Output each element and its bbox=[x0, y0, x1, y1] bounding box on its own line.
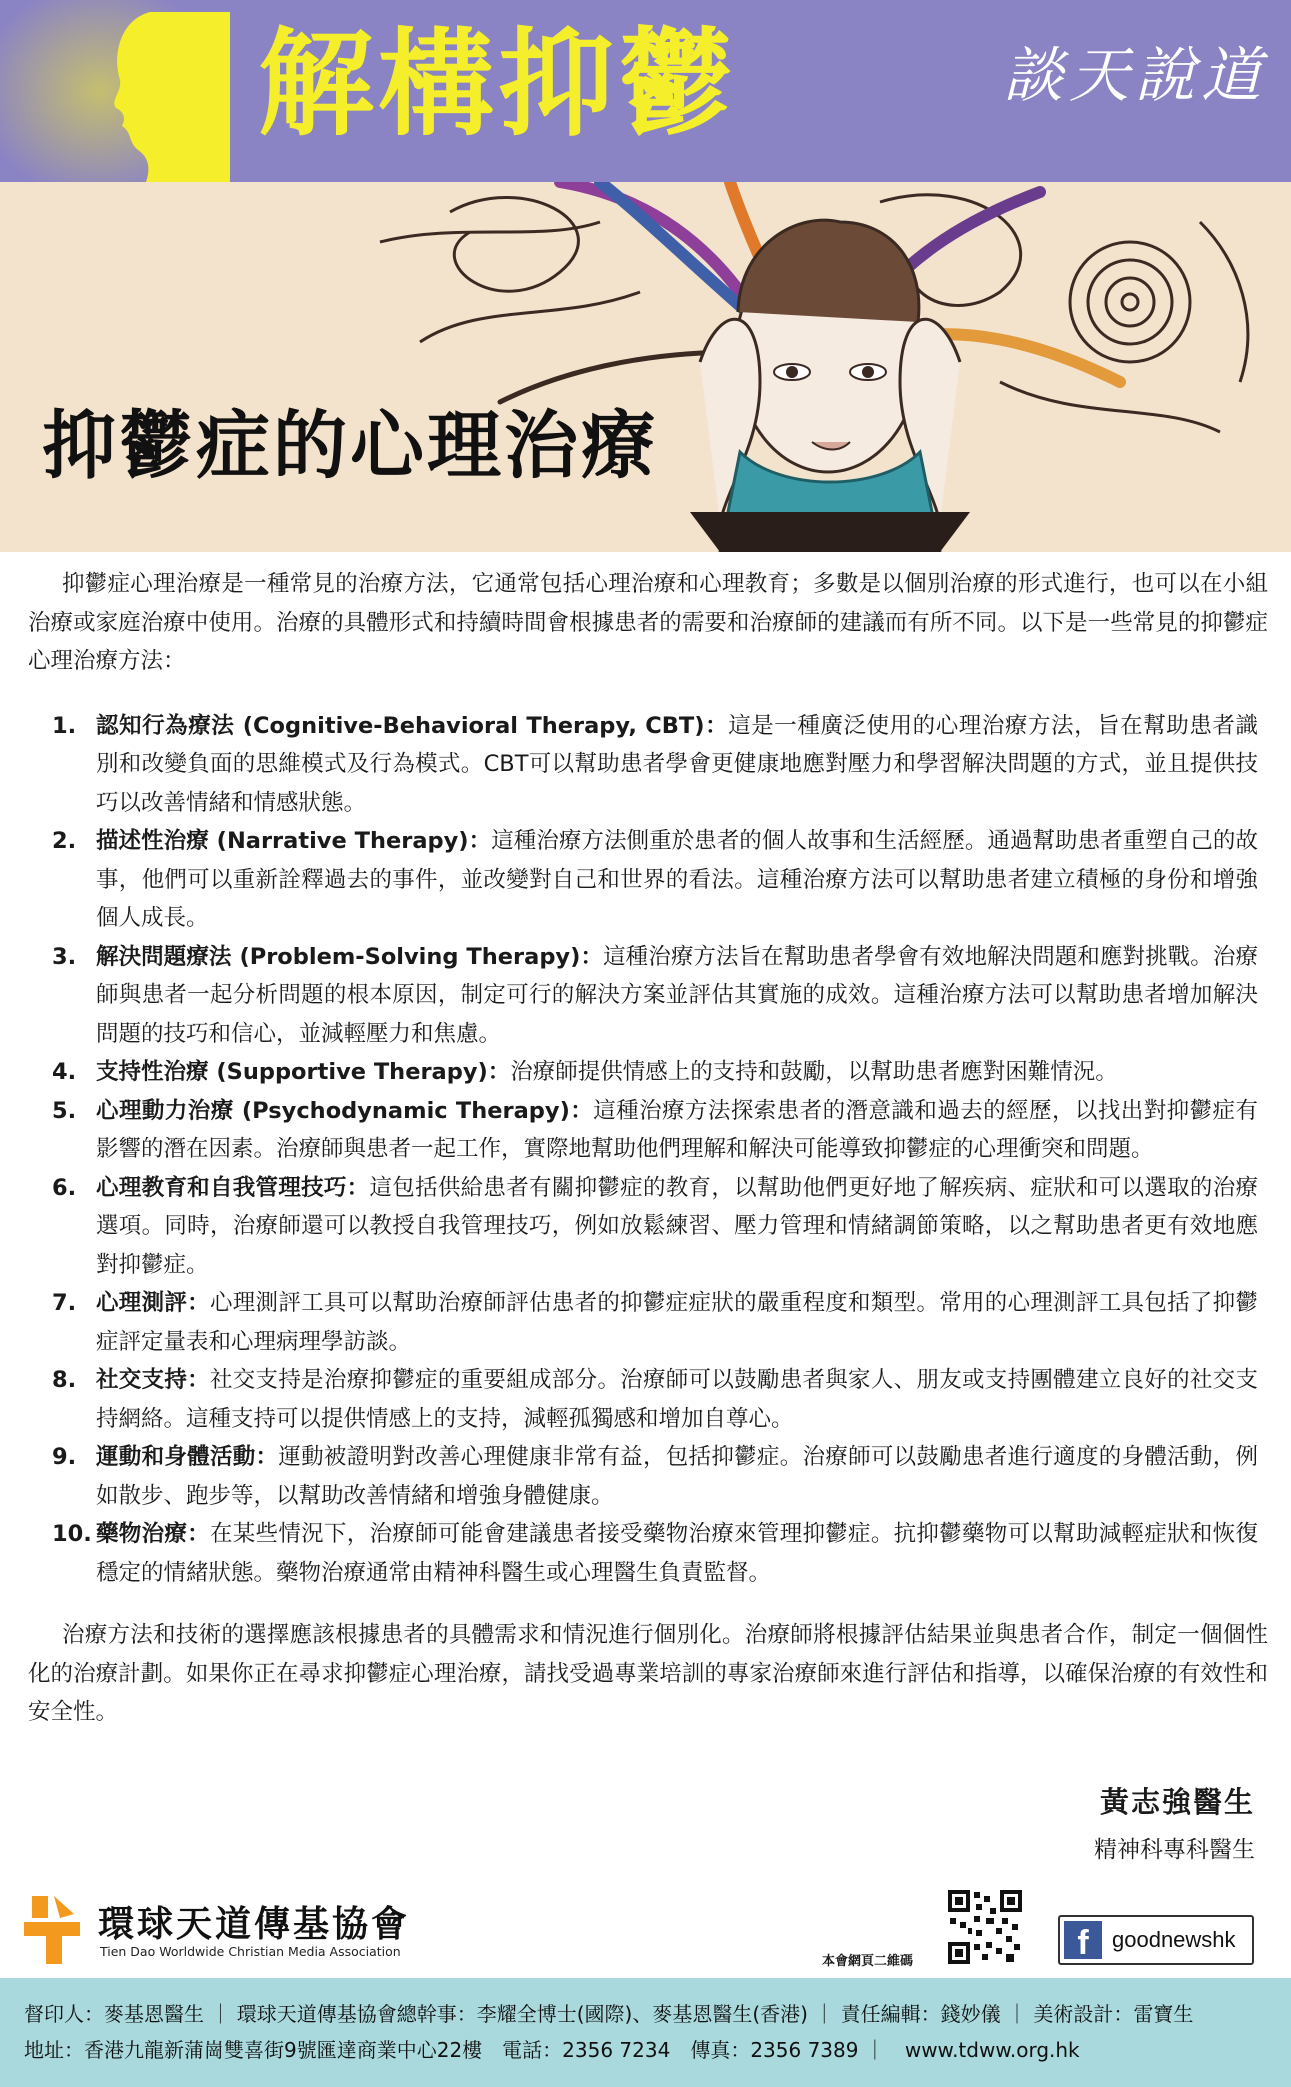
list-item bbox=[28, 707, 1268, 823]
item-number: 8. bbox=[52, 1367, 77, 1393]
item-text: 治療師提供情感上的支持和鼓勵，以幫助患者應對困難情況。 bbox=[510, 1059, 1118, 1085]
qr-caption: 本會網頁二維碼 bbox=[822, 1954, 914, 1969]
item-number: 1. bbox=[52, 712, 77, 739]
author-name: 黃志強醫生 bbox=[1099, 1785, 1255, 1819]
item-text: 這包括供給患者有關抑鬱症的教育，以幫助他們更好地了解疾病、症狀和可以選取的治療選項。同時，治療師還可以教授自我管理技巧，例如放鬆練習、壓力管理和情緒調節策略，以之幫助患者更有效地應對抑鬱症。 bbox=[96, 1174, 1258, 1278]
item-term: 心理動力治療 (Psychodynamic Therapy)： bbox=[96, 1097, 594, 1124]
facebook-handle: goodnewshk bbox=[1112, 1927, 1236, 1952]
swirling-thoughts-illustration bbox=[0, 182, 1291, 552]
intro-paragraph: 抑鬱症心理治療是一種常見的治療方法，它通常包括心理治療和心理教育；多數是以個別治療的形式進行，也可以在小組治療或家庭治療中使用。治療的具體形式和持續時間會根據患者的需要和治療師的建議而有所不同。以下是一些常見的抑鬱症心理治療方法： bbox=[28, 571, 1268, 674]
organisation-logo bbox=[18, 1888, 438, 1968]
credits-line-address: 地址：香港九龍新蒲崗雙喜街9號匯達商業中心22樓 電話：2356 7234 傳真：2356 7389 ｜ www.tdww.org.hk bbox=[24, 2038, 1080, 2062]
item-text: 社交支持是治療抑鬱症的重要組成部分。治療師可以鼓勵患者與家人、朋友或支持團體建立良好的社交支持網絡。這種支持可以提供情感上的支持，減輕孤獨感和增加自尊心。 bbox=[96, 1367, 1258, 1432]
list-item bbox=[28, 1284, 1268, 1361]
item-text: 這是一種廣泛使用的心理治療方法，旨在幫助患者識別和改變負面的思維模式及行為模式。CBT可以幫助患者學會更健康地應對壓力和學習解決問題的方式，並且提供技巧以改善情緒和情感狀態。 bbox=[96, 712, 1258, 816]
org-name-en: Tien Dao Worldwide Christian Media Association bbox=[100, 1944, 401, 1959]
author-role: 精神科專科醫生 bbox=[1094, 1837, 1255, 1863]
item-term: 藥物治療： bbox=[96, 1521, 210, 1547]
item-number: 5. bbox=[52, 1097, 77, 1124]
list-item bbox=[28, 1169, 1268, 1285]
list-item bbox=[28, 1092, 1268, 1169]
facebook-link[interactable] bbox=[1058, 1915, 1254, 1965]
list-item bbox=[28, 938, 1268, 1054]
item-number: 4. bbox=[52, 1059, 77, 1085]
item-term: 心理教育和自我管理技巧： bbox=[96, 1174, 370, 1201]
item-text: 在某些情況下，治療師可能會建議患者接受藥物治療來管理抑鬱症。抗抑鬱藥物可以幫助減輕症狀和恢復穩定的情緒狀態。藥物治療通常由精神科醫生或心理醫生負責監督。 bbox=[96, 1521, 1258, 1586]
list-item bbox=[28, 1361, 1268, 1438]
header-band bbox=[0, 0, 1291, 182]
credits-line-staff: 督印人：麥基恩醫生 ｜ 環球天道傳基協會總幹事：李耀全博士(國際)、麥基恩醫生(香港) ｜ 責任編輯：錢妙儀 ｜ 美術設計：雷寶生 bbox=[24, 2002, 1194, 2026]
list-item bbox=[28, 822, 1268, 938]
org-logo-icon bbox=[18, 1892, 88, 1966]
item-text: 這種治療方法側重於患者的個人故事和生活經歷。通過幫助患者重塑自己的故事，他們可以重新詮釋過去的事件，並改變對自己和世界的看法。這種治療方法可以幫助患者建立積極的身份和增強個人成長。 bbox=[96, 828, 1258, 931]
series-title: 解構抑鬱 bbox=[258, 17, 738, 152]
column-name-logo: 談天說道 bbox=[1003, 41, 1267, 111]
article-title: 抑鬱症的心理治療 bbox=[42, 403, 658, 489]
item-text: 這種治療方法探索患者的潛意識和過去的經歷，以找出對抑鬱症有影響的潛在因素。治療師與患者一起工作，實際地幫助他們理解和解決可能導致抑鬱症的心理衝突和問題。 bbox=[96, 1097, 1258, 1162]
item-text: 心理測評工具可以幫助治療師評估患者的抑鬱症症狀的嚴重程度和類型。常用的心理測評工具包括了抑鬱症評定量表和心理病理學訪談。 bbox=[96, 1290, 1258, 1355]
item-number: 6. bbox=[52, 1174, 77, 1201]
qr-code-icon[interactable] bbox=[946, 1888, 1024, 1966]
facebook-icon: f bbox=[1064, 1921, 1102, 1959]
item-number: 9. bbox=[52, 1444, 77, 1470]
item-term: 解決問題療法 (Problem-Solving Therapy)： bbox=[96, 943, 604, 970]
item-term: 心理測評： bbox=[96, 1290, 210, 1316]
item-term: 社交支持： bbox=[96, 1367, 210, 1393]
item-number: 7. bbox=[52, 1290, 77, 1316]
yellow-face-silhouette-icon bbox=[0, 0, 260, 182]
author-block bbox=[1094, 1780, 1255, 1864]
list-item bbox=[28, 1438, 1268, 1515]
list-item bbox=[28, 1053, 1268, 1092]
method-list bbox=[28, 707, 1268, 1593]
item-number: 3. bbox=[52, 943, 77, 970]
item-term: 描述性治療 (Narrative Therapy)： bbox=[96, 828, 492, 854]
org-name-zh: 環球天道傳基協會 bbox=[98, 1904, 411, 1945]
item-term: 認知行為療法 (Cognitive-Behavioral Therapy, CBT)： bbox=[96, 712, 729, 739]
item-term: 支持性治療 (Supportive Therapy)： bbox=[96, 1059, 511, 1085]
list-item bbox=[28, 1515, 1268, 1592]
item-text: 這種治療方法旨在幫助患者學會有效地解決問題和應對挑戰。治療師與患者一起分析問題的根本原因，制定可行的解決方案並評估其實施的成效。這種治療方法可以幫助患者增加解決問題的技巧和信心，並減輕壓力和焦慮。 bbox=[96, 943, 1258, 1047]
item-text: 運動被證明對改善心理健康非常有益，包括抑鬱症。治療師可以鼓勵患者進行適度的身體活動，例如散步、跑步等，以幫助改善情緒和增強身體健康。 bbox=[96, 1444, 1258, 1509]
item-term: 運動和身體活動： bbox=[96, 1444, 279, 1470]
item-number: 10. bbox=[52, 1521, 92, 1547]
item-number: 2. bbox=[52, 828, 77, 854]
credits-band bbox=[0, 1978, 1291, 2087]
closing-paragraph: 治療方法和技術的選擇應該根據患者的具體需求和情況進行個別化。治療師將根據評估結果並與患者合作，制定一個個性化的治療計劃。如果你正在尋求抑鬱症心理治療，請找受過專業培訓的專家治療師來進行評估和指導，以確保治療的有效性和安全性。 bbox=[28, 1622, 1268, 1725]
hero-illustration bbox=[0, 182, 1291, 552]
article-body bbox=[28, 565, 1268, 1732]
